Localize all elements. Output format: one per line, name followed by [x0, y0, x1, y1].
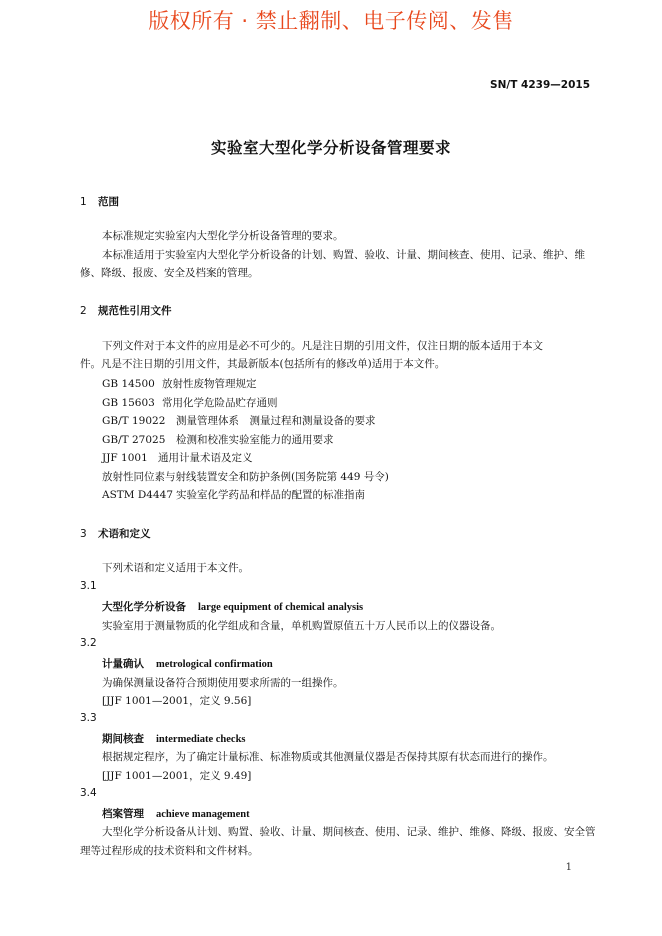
- reference-code: ASTM D4447: [102, 489, 174, 501]
- reference-title: 放射性废物管理规定: [162, 378, 257, 390]
- term-definition: 大型化学分析设备从计划、购置、验收、计量、期间核查、使用、记录、维护、维修、降级、报废、安全管: [102, 826, 596, 838]
- reference-title: 实验室化学药品和样品的配置的标准指南: [176, 489, 365, 501]
- reference-item: [102, 450, 253, 465]
- reference-title: 测量管理体系 测量过程和测量设备的要求: [176, 415, 376, 427]
- reference-item: [102, 432, 334, 447]
- reference-item: [102, 376, 257, 391]
- term-source: [JJF 1001—2001，定义 9.49]: [102, 770, 252, 782]
- document-title: 实验室大型化学分析设备管理要求: [210, 139, 451, 157]
- term-definition: 为确保测量设备符合预期使用要求所需的一组操作。: [102, 677, 344, 689]
- paragraph: 下列术语和定义适用于本文件。: [102, 562, 249, 574]
- section-title: 规范性引用文件: [98, 305, 172, 317]
- term-english: large equipment of chemical analysis: [198, 602, 364, 613]
- term-english: intermediate checks: [156, 734, 246, 745]
- paragraph: 下列文件对于本文件的应用是必不可少的。凡是注日期的引用文件，仅注日期的版本适用于本文: [102, 340, 543, 352]
- clause-number: 3.2: [80, 637, 97, 649]
- term-entry: [102, 806, 250, 821]
- reference-item: [102, 469, 389, 484]
- section-heading-2: [80, 303, 172, 318]
- section-title: 术语和定义: [98, 528, 151, 540]
- term-entry: [102, 656, 273, 671]
- section-number: 3: [80, 528, 87, 540]
- term-source: [JJF 1001—2001，定义 9.56]: [102, 695, 252, 707]
- page-number: 1: [565, 862, 572, 873]
- reference-title: 检测和校准实验室能力的通用要求: [176, 434, 334, 446]
- reference-code: GB 14500: [102, 378, 155, 390]
- section-title: 范围: [98, 196, 119, 208]
- clause-number: 3.1: [80, 580, 97, 592]
- term-english: achieve management: [156, 809, 250, 820]
- clause-number: 3.4: [80, 787, 97, 799]
- reference-item: [102, 413, 376, 428]
- reference-code: GB/T 19022: [102, 415, 166, 427]
- reference-title: 放射性同位素与射线装置安全和防护条例(国务院第 449 号令): [102, 471, 389, 483]
- term-definition: 实验室用于测量物质的化学组成和含量，单机购置原值五十万人民币以上的仪器设备。: [102, 620, 501, 632]
- section-heading-1: [80, 194, 119, 209]
- reference-code: GB/T 27025: [102, 434, 166, 446]
- term-definition-continuation: 理等过程形成的技术资料和文件材料。: [80, 845, 259, 857]
- term-entry: [102, 599, 363, 614]
- term-chinese: 计量确认: [102, 658, 144, 670]
- term-chinese: 大型化学分析设备: [102, 601, 186, 613]
- section-heading-3: [80, 526, 151, 541]
- reference-item: [102, 395, 278, 410]
- paragraph-continuation: 修、降级、报废、安全及档案的管理。: [80, 267, 259, 279]
- term-definition: 根据规定程序，为了确定计量标准、标准物质或其他测量仪器是否保持其原有状态而进行的操作。: [102, 751, 554, 763]
- paragraph: 本标准规定实验室内大型化学分析设备管理的要求。: [102, 230, 344, 242]
- section-number: 2: [80, 305, 87, 317]
- reference-title: 常用化学危险品贮存通则: [162, 397, 278, 409]
- term-english: metrological confirmation: [156, 659, 273, 670]
- term-entry: [102, 731, 246, 746]
- section-number: 1: [80, 196, 87, 208]
- reference-title: 通用计量术语及定义: [158, 452, 253, 464]
- reference-code: GB 15603: [102, 397, 155, 409]
- clause-number: 3.3: [80, 712, 97, 724]
- term-chinese: 期间核查: [102, 733, 144, 745]
- reference-code: JJF 1001: [102, 452, 148, 464]
- watermark-banner: 版权所有 · 禁止翻制、电子传阅、发售: [148, 9, 514, 33]
- paragraph: 本标准适用于实验室内大型化学分析设备的计划、购置、验收、计量、期间核查、使用、记录、维护、维: [102, 249, 585, 261]
- paragraph-continuation: 件。凡是不注日期的引用文件，其最新版本(包括所有的修改单)适用于本文件。: [80, 358, 446, 370]
- term-chinese: 档案管理: [102, 808, 144, 820]
- reference-item: [102, 487, 365, 502]
- standard-number: SN/T 4239—2015: [490, 79, 590, 91]
